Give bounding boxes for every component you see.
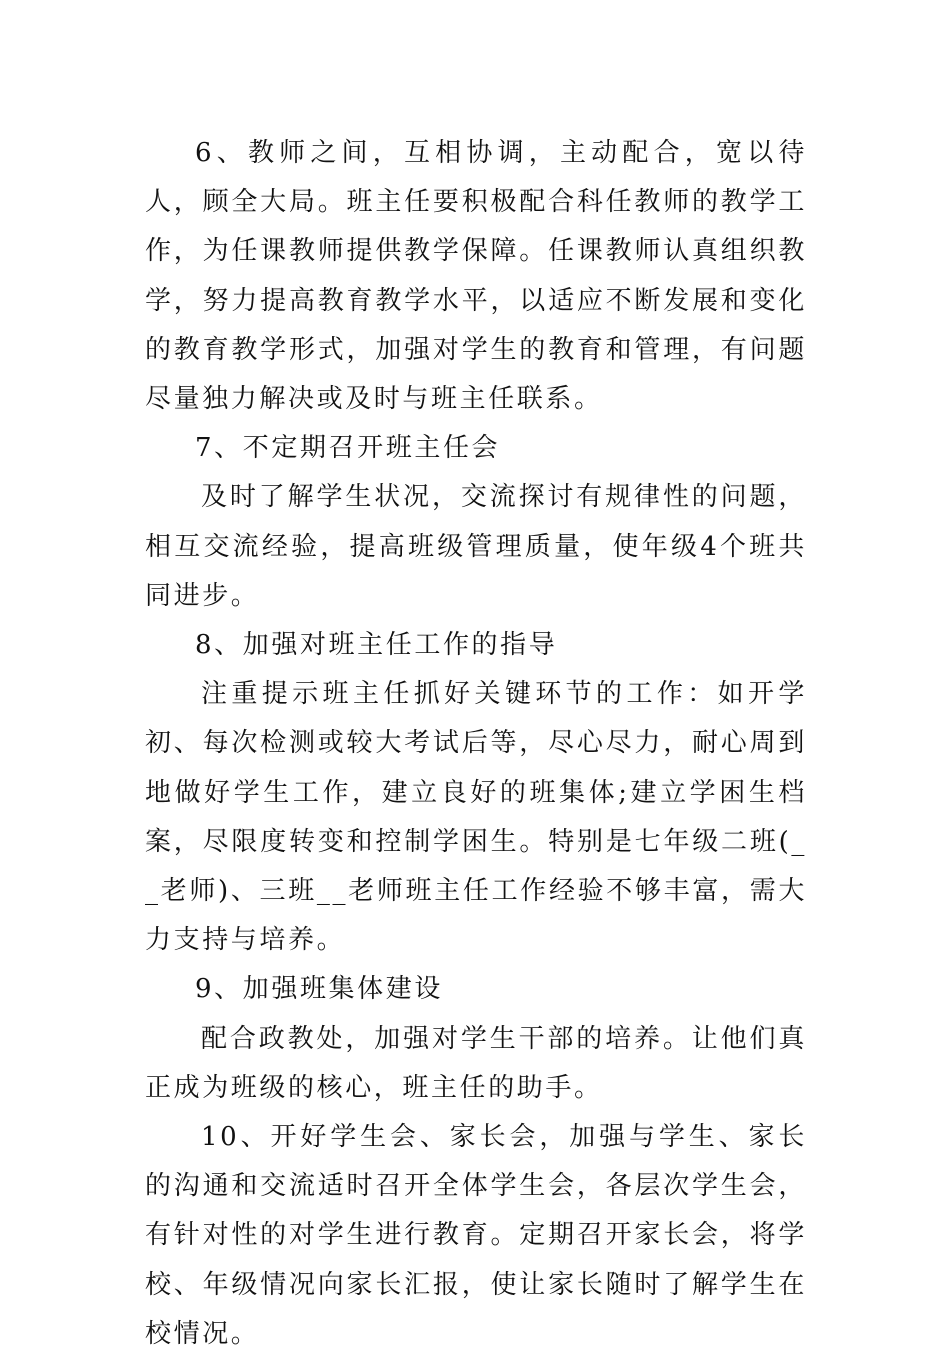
paragraph-item-6: 6、教师之间，互相协调，主动配合，宽以待人，顾全大局。班主任要积极配合科任教师的教学工作，为任课教师提供教学保障。任课教师认真组织教学，努力提高教育教学水平，以适应不断发展和变化的教育教学形式，加强对学生的教育和管理，有问题尽量独力解决或及时与班主任联系。: [145, 138, 807, 415]
paragraph-heading-7: 7、不定期召开班主任会: [195, 433, 501, 464]
document-body: [145, 129, 807, 1359]
paragraph-heading-9: 9、加强班集体建设: [195, 974, 443, 1005]
paragraph-body-8: 注重提示班主任抓好关键环节的工作：如开学初、每次检测或较大考试后等，尽心尽力，耐心周到地做好学生工作，建立良好的班集体;建立学困生档案，尽限度转变和控制学困生。特别是七年级二班(__老师)、三班__老师班主任工作经验不够丰富，需大力支持与培养。: [145, 679, 807, 956]
paragraph-item-10: 10、开好学生会、家长会，加强与学生、家长的沟通和交流适时召开全体学生会，各层次学生会，有针对性的对学生进行教育。定期召开家长会，将学校、年级情况向家长汇报，使让家长随时了解学生在校情况。: [145, 1122, 807, 1349]
paragraph-heading-8: 8、加强对班主任工作的指导: [195, 630, 558, 661]
paragraph-body-7: 及时了解学生状况，交流探讨有规律性的问题，相互交流经验，提高班级管理质量，使年级4个班共同进步。: [145, 482, 807, 611]
paragraph-body-9: 配合政教处，加强对学生干部的培养。让他们真正成为班级的核心，班主任的助手。: [145, 1023, 807, 1103]
